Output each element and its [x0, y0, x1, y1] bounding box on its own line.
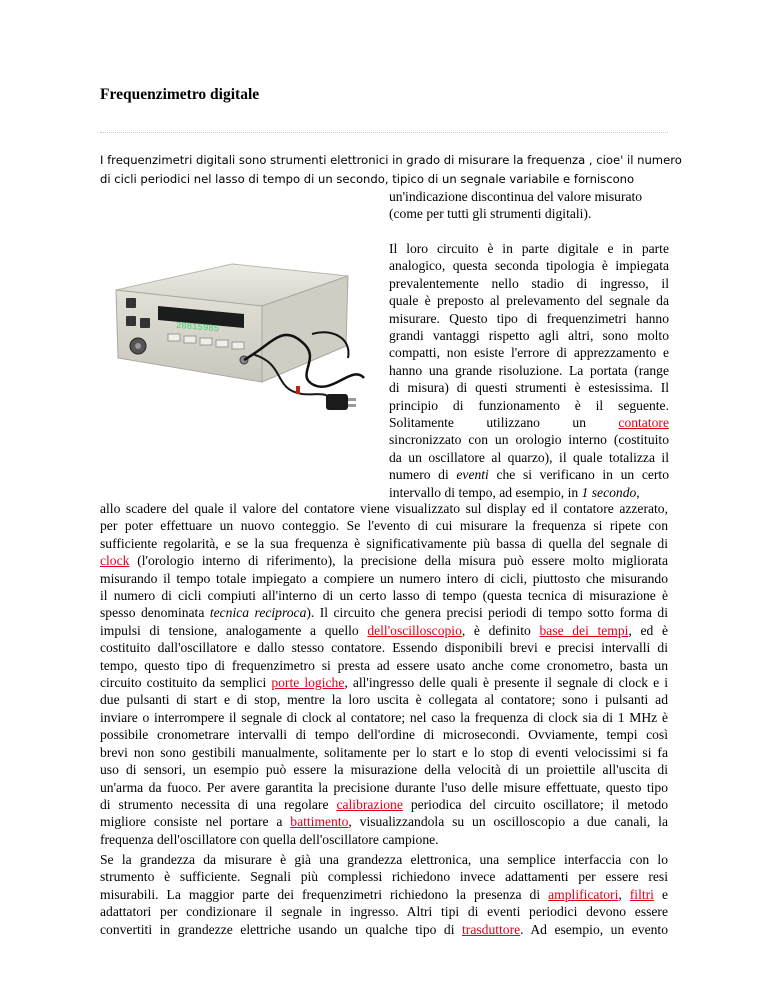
text-line: principio di funzionamento è il seguente.	[389, 397, 669, 413]
text-line: due pulsanti di start e di stop, mentre la loro uscita è collegata al contatore; sono i pulsanti ad	[100, 692, 668, 708]
text-line: intervallo di tempo, ad esempio, in 1 secondo,	[389, 484, 640, 500]
text-line: sufficiente regolarità, e se la sua frequenza è significativamente più bassa di quella del segnale di	[100, 535, 668, 551]
text-line: clock (l'orologio interno di riferimento), la precisione della misura può essere molto migliorata	[100, 553, 668, 569]
right-column-top	[389, 188, 669, 223]
text-line: da un oscillatore al quarzo), il quale totalizza il	[389, 449, 669, 465]
body-paragraph-2	[100, 851, 668, 938]
intro-line-2: di cicli periodici nel lasso di tempo di un secondo, tipico di un segnale variabile e forniscono	[100, 172, 635, 186]
dotted-divider	[100, 132, 668, 133]
text-line: strumento è sufficiente. Segnali più complessi richiedono invece adattamenti per essere resi	[100, 869, 668, 885]
link-base-dei-tempi[interactable]: base dei tempi	[539, 622, 629, 638]
text-line: inviare o interrompere il segnale di clock al contatore; nel caso la frequenza di clock sia di 1 MHz è	[100, 709, 668, 725]
text-line: allo scadere del quale il valore del contatore viene visualizzato sul display ed il contatore azzerato,	[100, 501, 668, 516]
intro-line-1: I frequenzimetri digitali sono strumenti elettronici in grado di misurare la frequenza , cioe' il numero	[100, 153, 682, 167]
text-line: tempo, questo tipo di frequenzimetro si presta ad essere usato anche come cronometro, basta un	[100, 657, 668, 673]
body-paragraph-1	[100, 500, 668, 848]
text-line: migliore consiste nel portare a battimento, visualizzandola su un oscilloscopio a due canali, la	[100, 814, 668, 830]
text-line: (come per tutti gli strumenti digitali).	[389, 206, 592, 222]
text-line: convertiti in grandezze elettriche usando un qualche tipo di trasduttore. Ad esempio, un evento	[100, 921, 668, 937]
text-line: il numero di cicli compiuti all'interno di un certo lasso di tempo (questa tecnica di misurazione è	[100, 588, 668, 604]
text-line: di misura) di questi strumenti è estesissima. Il	[389, 380, 669, 396]
text-line: di strumento necessita di una regolare calibrazione periodica del circuito oscillatore; il metodo	[100, 796, 669, 812]
text-line: spesso denominata tecnica reciproca). Il circuito che genera precisi periodi di tempo sotto forma di	[100, 605, 668, 621]
text-line: circuito costituito da semplici porte logiche, all'ingresso delle quali è presente il segnale di clock e i	[100, 675, 669, 691]
link-trasduttore[interactable]: trasduttore	[462, 921, 521, 937]
text-line: compatti, non esiste l'errore di apprezzamento e	[389, 345, 669, 361]
text-line: Il loro circuito è in parte digitale e in parte	[389, 241, 669, 256]
text-line: Se la grandezza da misurare è già una grandezza elettronica, una semplice interfaccia con lo	[100, 852, 668, 867]
text-line: impulsi di tensione, analogamente a quello dell'oscilloscopio, è definito base dei tempi, ed è	[100, 622, 668, 638]
link-battimento[interactable]: battimento	[290, 814, 349, 830]
right-column-paragraph	[389, 240, 669, 501]
text-line: hanno una grande risoluzione. La portata (range	[389, 362, 669, 378]
text-line: sincronizzato con un orologio interno (costituito	[389, 432, 669, 448]
link-filtri[interactable]: filtri	[629, 886, 654, 902]
text-line: analogico, questa seconda tipologia è impiegata	[389, 258, 669, 274]
link-contatore[interactable]: contatore	[618, 415, 669, 431]
text-line: grandi vantaggi rispetto agli altri, sono molto	[389, 328, 669, 344]
text-line: numero di eventi che si verificano in un certo	[389, 467, 669, 483]
text-line: misurabili. La maggior parte dei frequenzimetri richiedono la presenza di amplificatori, filtri e	[100, 886, 668, 902]
link-porte-logiche[interactable]: porte logiche	[271, 675, 345, 691]
text-line: costituito dall'oscillatore e dallo stesso contatore. Essendo disponibili brevi e precisi intervalli di	[100, 640, 668, 656]
text-line: uso di sensori, un esempio può essere la misurazione della velocità di un proiettile all'uscita di	[100, 762, 668, 778]
text-line: un'indicazione discontinua del valore misurato	[389, 189, 643, 204]
text-line: possibile cronometrare intervalli di tempo dell'ordine di microsecondi. Ovviamente, tempi così	[100, 727, 668, 743]
text-line: Solitamente utilizzano un contatore	[389, 415, 669, 431]
link-amplificatori[interactable]: amplificatori	[548, 886, 619, 902]
text-line: brevi non sono gestibili manualmente, solitamente per lo start e lo stop di eventi velocissimi si fa	[100, 744, 668, 760]
text-line: per poter effettuare un nuovo conteggio. Se l'evento di cui misurare la frequenza si ripete con	[100, 518, 668, 534]
text-line: misurando il tempo totale impiegato a compiere un numero intero di cicli, piuttosto che misurando	[100, 570, 668, 586]
page-title: Frequenzimetro digitale	[100, 86, 260, 103]
frequency-counter-photo	[112, 254, 376, 426]
link-calibrazione[interactable]: calibrazione	[336, 796, 403, 812]
link-clock[interactable]: clock	[100, 553, 130, 569]
text-line: un'arma da fuoco. Per avere garantita la precisione durante l'uso delle misure effettuate, questo tipo	[100, 779, 668, 795]
text-line: adattatori per condizionare il segnale in ingresso. Altri tipi di eventi periodici devono essere	[100, 904, 668, 920]
link-oscilloscopio[interactable]: dell'oscilloscopio	[367, 622, 462, 638]
display-digits: 28815985	[176, 319, 220, 335]
text-line: frequenza dell'oscillatore con quella dell'oscillatore campione.	[100, 831, 439, 847]
text-line: quale è preposto al prelevamento del segnale da	[389, 293, 669, 309]
text-line: misurare. Questo tipo di frequenzimetri hanno	[389, 310, 669, 326]
text-line: prevalentemente nello stadio di ingresso, il	[389, 275, 669, 291]
